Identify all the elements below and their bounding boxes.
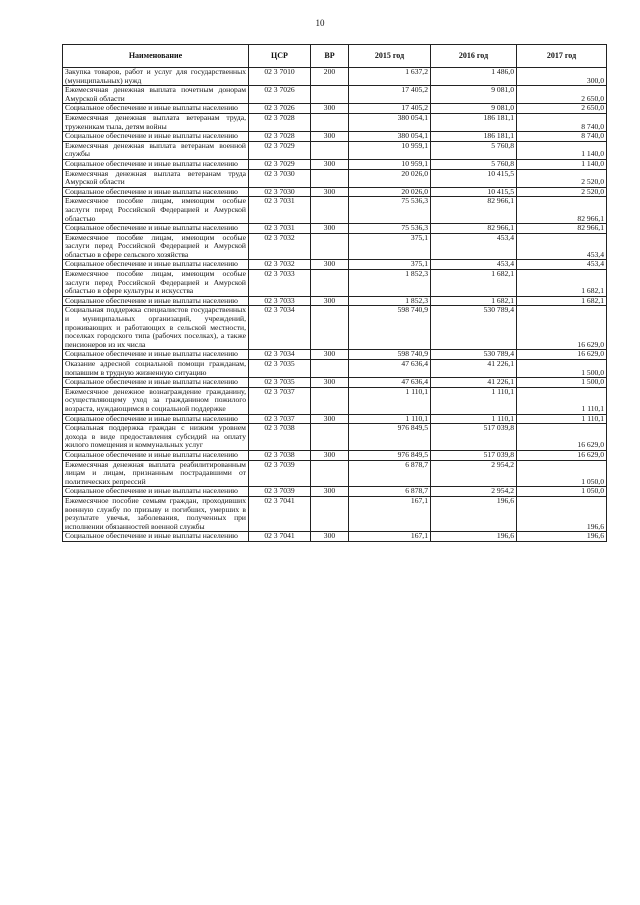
row-code: 02 3 7026	[249, 104, 311, 114]
page-number: 10	[315, 18, 325, 28]
row-name: Ежемесячная денежная выплата ветеранам труда, труженикам тыла, детям войны	[63, 113, 249, 131]
row-value-2017: 8 740,0	[517, 132, 607, 142]
row-vr: 300	[311, 450, 349, 460]
row-name: Социальное обеспечение и иные выплаты населению	[63, 159, 249, 169]
row-name: Закупка товаров, работ и услуг для государственных (муниципальных) нужд	[63, 68, 249, 86]
row-code: 02 3 7037	[249, 414, 311, 424]
row-value-2015: 1 110,1	[349, 387, 431, 414]
table-row	[63, 197, 607, 224]
row-code: 02 3 7031	[249, 224, 311, 234]
row-vr	[311, 387, 349, 414]
row-name: Социальное обеспечение и иные выплаты населению	[63, 187, 249, 197]
row-value-2015: 47 636,4	[349, 378, 431, 388]
row-code: 02 3 7010	[249, 68, 311, 86]
row-name: Социальное обеспечение и иные выплаты населению	[63, 104, 249, 114]
row-value-2015: 6 878,7	[349, 487, 431, 497]
row-value-2015: 1 852,3	[349, 296, 431, 306]
row-vr	[311, 424, 349, 451]
table-row	[63, 113, 607, 131]
row-value-2015: 20 026,0	[349, 169, 431, 187]
row-name: Ежемесячная денежная выплата почетным донорам Амурской области	[63, 86, 249, 104]
row-vr	[311, 233, 349, 260]
row-value-2015: 17 405,2	[349, 86, 431, 104]
row-code: 02 3 7029	[249, 159, 311, 169]
row-value-2015: 598 740,9	[349, 306, 431, 350]
row-value-2015: 375,1	[349, 260, 431, 270]
row-value-2015: 47 636,4	[349, 360, 431, 378]
row-value-2017: 196,6	[517, 532, 607, 542]
row-code: 02 3 7039	[249, 460, 311, 487]
row-name: Ежемесячное пособие семьям граждан, проходивших военную службу по призыву и погибших, умерших в результате увечья, заболевания, полученных при исполнении обязанностей военной службы	[63, 496, 249, 531]
header-vr: ВР	[311, 45, 349, 68]
row-value-2016: 9 081,0	[431, 86, 517, 104]
row-name: Ежемесячная денежная выплата реабилитированным лицам и лицам, признанным пострадавшими от политических репрессий	[63, 460, 249, 487]
row-value-2017: 1 500,0	[517, 378, 607, 388]
row-value-2017: 1 050,0	[517, 487, 607, 497]
table-body	[63, 68, 607, 542]
row-name: Социальное обеспечение и иные выплаты населению	[63, 378, 249, 388]
row-value-2017: 82 966,1	[517, 224, 607, 234]
table-row	[63, 159, 607, 169]
row-vr: 300	[311, 260, 349, 270]
row-vr	[311, 197, 349, 224]
row-name: Социальное обеспечение и иные выплаты населению	[63, 260, 249, 270]
row-code: 02 3 7033	[249, 270, 311, 297]
row-vr	[311, 270, 349, 297]
row-value-2016: 1 682,1	[431, 270, 517, 297]
table-row	[63, 270, 607, 297]
row-value-2016: 517 039,8	[431, 450, 517, 460]
row-value-2016: 196,6	[431, 532, 517, 542]
row-vr: 300	[311, 378, 349, 388]
table-row	[63, 450, 607, 460]
row-vr	[311, 496, 349, 531]
row-value-2015: 976 849,5	[349, 450, 431, 460]
row-code: 02 3 7034	[249, 350, 311, 360]
row-name: Социальная поддержка специалистов государственных и муниципальных организаций, учреждений, проживающих и работающих в сельской местности, поселках городского типа (рабочих поселках), а также пенсионеров из их числа	[63, 306, 249, 350]
row-vr	[311, 360, 349, 378]
row-name: Ежемесячная денежная выплата ветеранам военной службы	[63, 141, 249, 159]
row-value-2016: 196,6	[431, 496, 517, 531]
row-value-2016: 1 682,1	[431, 296, 517, 306]
row-code: 02 3 7041	[249, 532, 311, 542]
row-code: 02 3 7035	[249, 360, 311, 378]
row-value-2016: 41 226,1	[431, 378, 517, 388]
row-code: 02 3 7038	[249, 424, 311, 451]
row-vr	[311, 86, 349, 104]
row-value-2016: 10 415,5	[431, 169, 517, 187]
row-value-2016: 5 760,8	[431, 141, 517, 159]
row-value-2016: 453,4	[431, 233, 517, 260]
row-value-2015: 167,1	[349, 532, 431, 542]
row-vr: 200	[311, 68, 349, 86]
row-vr: 300	[311, 187, 349, 197]
row-value-2017: 453,4	[517, 233, 607, 260]
row-value-2017: 16 629,0	[517, 450, 607, 460]
table-row	[63, 233, 607, 260]
row-code: 02 3 7032	[249, 260, 311, 270]
header-code: ЦСР	[249, 45, 311, 68]
row-value-2015: 10 959,1	[349, 141, 431, 159]
header-2015: 2015 год	[349, 45, 431, 68]
row-value-2016: 186 181,1	[431, 113, 517, 131]
row-value-2017: 2 520,0	[517, 169, 607, 187]
row-vr: 300	[311, 532, 349, 542]
row-value-2017: 1 682,1	[517, 270, 607, 297]
row-code: 02 3 7029	[249, 141, 311, 159]
row-value-2016: 517 039,8	[431, 424, 517, 451]
row-value-2016: 1 486,0	[431, 68, 517, 86]
row-value-2017: 1 110,1	[517, 387, 607, 414]
row-name: Социальное обеспечение и иные выплаты населению	[63, 487, 249, 497]
row-code: 02 3 7039	[249, 487, 311, 497]
table-row	[63, 378, 607, 388]
row-value-2016: 2 954,2	[431, 460, 517, 487]
row-code: 02 3 7028	[249, 113, 311, 131]
row-vr: 300	[311, 350, 349, 360]
row-code: 02 3 7031	[249, 197, 311, 224]
row-value-2016: 82 966,1	[431, 197, 517, 224]
row-value-2017: 8 740,0	[517, 113, 607, 131]
row-name: Социальная поддержка граждан с низким уровнем дохода в виде предоставления субсидий на оплату жилого помещения и коммунальных услуг	[63, 424, 249, 451]
row-code: 02 3 7035	[249, 378, 311, 388]
row-value-2017: 1 500,0	[517, 360, 607, 378]
row-vr: 300	[311, 159, 349, 169]
row-value-2017: 2 650,0	[517, 104, 607, 114]
row-code: 02 3 7026	[249, 86, 311, 104]
row-name: Ежемесячное денежное вознаграждение гражданину, осуществляющему уход за гражданином пожилого возраста, нуждающимся в социальной поддержке	[63, 387, 249, 414]
header-2016: 2016 год	[431, 45, 517, 68]
row-value-2015: 75 536,3	[349, 197, 431, 224]
row-value-2016: 453,4	[431, 260, 517, 270]
row-vr	[311, 141, 349, 159]
row-name: Ежемесячное пособие лицам, имеющим особые заслуги перед Российской Федерацией и Амурской областью в сфере культуры и искусства	[63, 270, 249, 297]
row-code: 02 3 7032	[249, 233, 311, 260]
row-vr: 300	[311, 132, 349, 142]
row-value-2015: 976 849,5	[349, 424, 431, 451]
table-row	[63, 460, 607, 487]
row-value-2015: 1 637,2	[349, 68, 431, 86]
row-value-2017: 82 966,1	[517, 197, 607, 224]
row-value-2016: 9 081,0	[431, 104, 517, 114]
row-vr	[311, 169, 349, 187]
row-value-2016: 1 110,1	[431, 387, 517, 414]
row-value-2016: 530 789,4	[431, 306, 517, 350]
row-vr: 300	[311, 296, 349, 306]
row-value-2017: 1 140,0	[517, 141, 607, 159]
row-code: 02 3 7038	[249, 450, 311, 460]
row-value-2015: 75 536,3	[349, 224, 431, 234]
row-vr	[311, 306, 349, 350]
row-name: Социальное обеспечение и иные выплаты населению	[63, 350, 249, 360]
row-code: 02 3 7041	[249, 496, 311, 531]
row-value-2015: 167,1	[349, 496, 431, 531]
table-row	[63, 132, 607, 142]
row-vr	[311, 113, 349, 131]
row-value-2015: 1 852,3	[349, 270, 431, 297]
row-code: 02 3 7034	[249, 306, 311, 350]
table-row	[63, 306, 607, 350]
table-row	[63, 487, 607, 497]
row-value-2015: 598 740,9	[349, 350, 431, 360]
row-value-2016: 10 415,5	[431, 187, 517, 197]
table-row	[63, 141, 607, 159]
row-vr: 300	[311, 414, 349, 424]
row-value-2015: 6 878,7	[349, 460, 431, 487]
table-row	[63, 387, 607, 414]
row-code: 02 3 7033	[249, 296, 311, 306]
table-row	[63, 86, 607, 104]
row-value-2015: 375,1	[349, 233, 431, 260]
row-name: Социальное обеспечение и иные выплаты населению	[63, 450, 249, 460]
row-code: 02 3 7030	[249, 187, 311, 197]
row-vr: 300	[311, 487, 349, 497]
row-vr: 300	[311, 104, 349, 114]
row-value-2016: 186 181,1	[431, 132, 517, 142]
row-name: Оказание адресной социальной помощи гражданам, попавшим в трудную жизненную ситуацию	[63, 360, 249, 378]
row-value-2017: 1 050,0	[517, 460, 607, 487]
row-value-2015: 380 054,1	[349, 132, 431, 142]
table-row	[63, 224, 607, 234]
row-value-2017: 16 629,0	[517, 306, 607, 350]
row-name: Социальное обеспечение и иные выплаты населению	[63, 296, 249, 306]
row-value-2017: 16 629,0	[517, 424, 607, 451]
row-value-2017: 2 520,0	[517, 187, 607, 197]
row-vr: 300	[311, 224, 349, 234]
row-value-2015: 20 026,0	[349, 187, 431, 197]
row-value-2016: 1 110,1	[431, 414, 517, 424]
row-value-2017: 453,4	[517, 260, 607, 270]
row-name: Социальное обеспечение и иные выплаты населению	[63, 224, 249, 234]
header-name: Наименование	[63, 45, 249, 68]
row-value-2016: 5 760,8	[431, 159, 517, 169]
table-row	[63, 360, 607, 378]
row-value-2017: 1 682,1	[517, 296, 607, 306]
row-value-2016: 41 226,1	[431, 360, 517, 378]
row-value-2017: 1 110,1	[517, 414, 607, 424]
row-value-2015: 1 110,1	[349, 414, 431, 424]
row-value-2017: 196,6	[517, 496, 607, 531]
row-name: Социальное обеспечение и иные выплаты населению	[63, 532, 249, 542]
row-value-2017: 16 629,0	[517, 350, 607, 360]
row-value-2015: 380 054,1	[349, 113, 431, 131]
row-name: Ежемесячное пособие лицам, имеющим особые заслуги перед Российской Федерацией и Амурской областью в сфере сельского хозяйства	[63, 233, 249, 260]
budget-table	[62, 44, 607, 542]
row-value-2017: 300,0	[517, 68, 607, 86]
table-row	[63, 169, 607, 187]
table-row	[63, 424, 607, 451]
table-row	[63, 532, 607, 542]
row-name: Ежемесячное пособие лицам, имеющим особые заслуги перед Российской Федерацией и Амурской областью	[63, 197, 249, 224]
row-code: 02 3 7030	[249, 169, 311, 187]
row-code: 02 3 7028	[249, 132, 311, 142]
row-value-2016: 2 954,2	[431, 487, 517, 497]
table-row	[63, 496, 607, 531]
table-header-row	[63, 45, 607, 68]
row-value-2016: 530 789,4	[431, 350, 517, 360]
row-name: Ежемесячная денежная выплата ветеранам труда Амурской области	[63, 169, 249, 187]
row-value-2015: 10 959,1	[349, 159, 431, 169]
row-name: Социальное обеспечение и иные выплаты населению	[63, 414, 249, 424]
row-value-2017: 2 650,0	[517, 86, 607, 104]
row-vr	[311, 460, 349, 487]
row-code: 02 3 7037	[249, 387, 311, 414]
table-row	[63, 68, 607, 86]
row-value-2016: 82 966,1	[431, 224, 517, 234]
row-value-2015: 17 405,2	[349, 104, 431, 114]
header-2017: 2017 год	[517, 45, 607, 68]
row-value-2017: 1 140,0	[517, 159, 607, 169]
row-name: Социальное обеспечение и иные выплаты населению	[63, 132, 249, 142]
